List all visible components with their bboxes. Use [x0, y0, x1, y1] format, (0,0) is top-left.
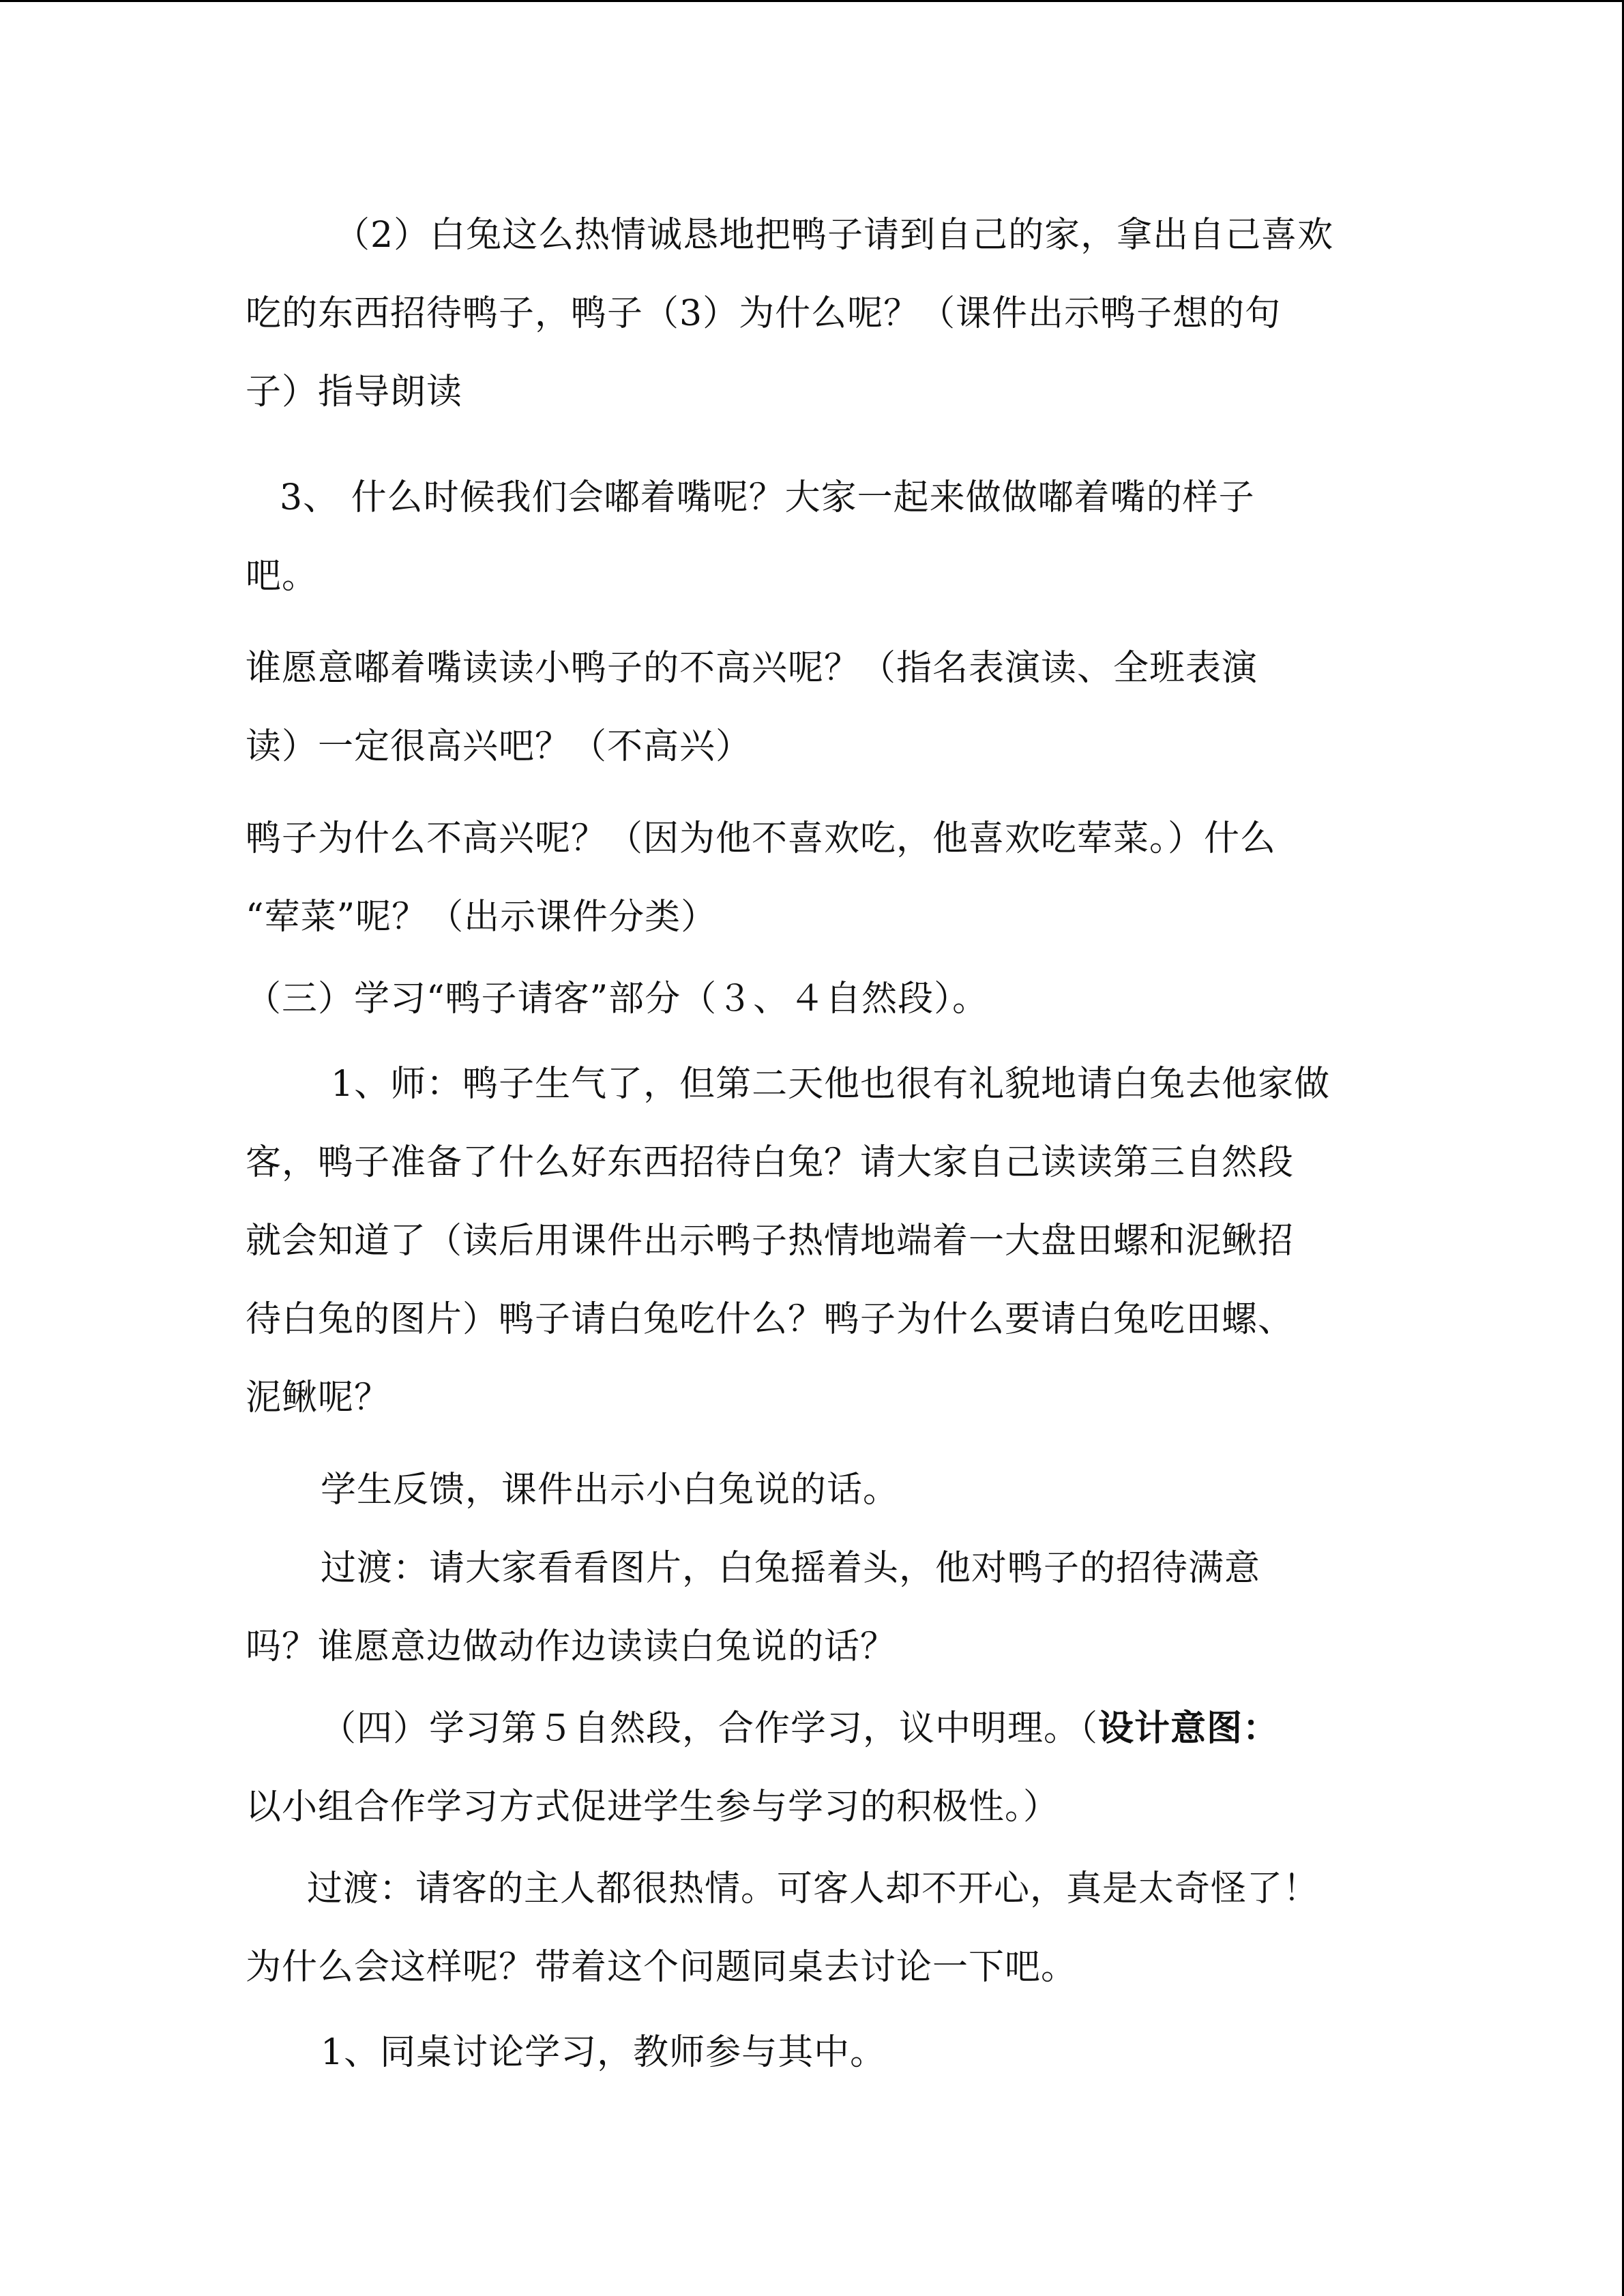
- paragraph-line: 吃的东西招待鸭子，鸭子（3）为什么呢？（课件出示鸭子想的句: [246, 293, 1282, 334]
- paragraph-line: 读）一定很高兴吧？（不高兴）: [246, 726, 752, 767]
- paragraph-line: 待白兔的图片）鸭子请白兔吃什么？鸭子为什么要请白兔吃田螺、: [246, 1299, 1295, 1340]
- section-heading: [321, 1705, 1279, 1753]
- paragraph-line: “荤菜”呢？（出示课件分类）: [246, 897, 718, 938]
- paragraph-line: 以小组合作学习方式促进学生参与学习的积极性。）: [246, 1787, 1060, 1828]
- paragraph-line: 客，鸭子准备了什么好东西招待白兔？请大家自己读读第三自然段: [246, 1142, 1295, 1183]
- paragraph-line: 谁愿意嘟着嘴读读小鸭子的不高兴呢？（指名表演读、全班表演: [246, 648, 1258, 689]
- paragraph-line: 过渡：请客的主人都很热情。可客人却不开心，真是太奇怪了！: [307, 1868, 1320, 1909]
- paragraph-line: 学生反馈，课件出示小白兔说的话。: [321, 1470, 900, 1510]
- paragraph-line: 为什么会这样呢？带着这个问题同桌去讨论一下吧。: [246, 1947, 1078, 1988]
- section-heading-text: （四）学习第５自然段，合作学习，议中明理。（: [321, 1708, 1099, 1749]
- paragraph-line: 就会知道了（读后用课件出示鸭子热情地端着一大盘田螺和泥鳅招: [246, 1221, 1295, 1262]
- paragraph-line: 1、师：鸭子生气了，但第二天他也很有礼貌地请白兔去他家做: [331, 1064, 1331, 1105]
- design-intent-label: 设计意图：: [1098, 1708, 1280, 1749]
- paragraph-line: 子）指导朗读: [246, 372, 463, 413]
- section-heading: （三）学习“鸭子请客”部分（３、４自然段）。: [246, 979, 989, 1019]
- paragraph-line: 过渡：请大家看看图片，白兔摇着头，他对鸭子的招待满意: [321, 1548, 1261, 1589]
- paragraph-line: 3、 什么时候我们会嘟着嘴呢？大家一起来做做嘟着嘴的样子: [280, 477, 1255, 518]
- paragraph-line: 吗？谁愿意边做动作边读读白兔说的话？: [246, 1626, 897, 1667]
- paragraph-line: 1、同桌讨论学习，教师参与其中。: [321, 2032, 887, 2073]
- paragraph-line: 泥鳅呢？: [246, 1377, 391, 1418]
- paragraph-line: 鸭子为什么不高兴呢？（因为他不喜欢吃，他喜欢吃荤菜。）什么: [246, 818, 1277, 859]
- paragraph-line: （2）白兔这么热情诚恳地把鸭子请到自己的家，拿出自己喜欢: [334, 215, 1334, 256]
- paragraph-line: 吧。: [246, 556, 319, 597]
